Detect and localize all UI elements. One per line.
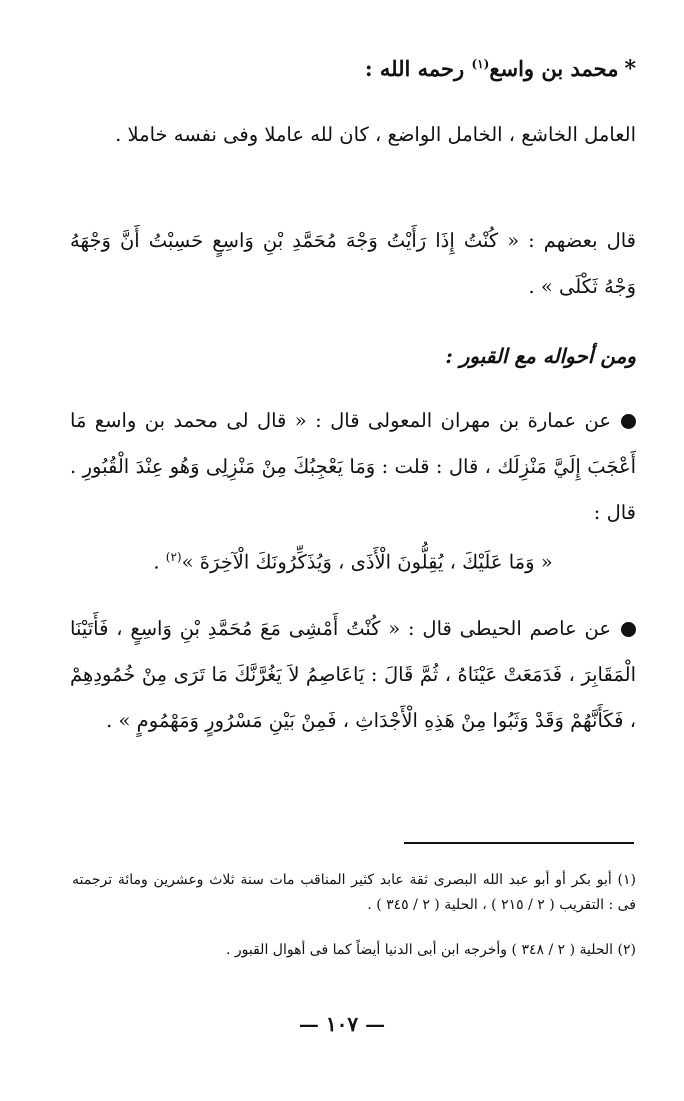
quote-paragraph: قال بعضهم : « كُنْتُ إِذَا رَأَيْتُ وَجْهَ مُحَمَّدِ بْنِ وَاسِعٍ حَسِبْتُ أَنَّ وَجْهَهُ وَجْهُ ثَكْلَى » . [70,229,636,298]
narration-item-2 [70,606,636,744]
saying-end: . [153,550,166,574]
footnote-ref-2[interactable]: (٢) [165,550,182,564]
intro-paragraph: العامل الخاشع ، الخامل الواضع ، كان لله عاملا وفى نفسه خاملا . [115,123,636,146]
footnote-2: (٢) الحلية ( ٢ / ٣٤٨ ) وأخرجه ابن أبى الدنيا أيضاً كما فى أهوال القبور . [225,942,636,958]
narration-text-2: عن عاصم الحيطى قال : « كُنْتُ أَمْشِى مَعَ مُحَمَّدِ بْنِ وَاسِعٍ ، فَأَتَيْنَا الْمَقَابِرَ ، فَدَمَعَتْ عَيْنَاهُ ، ثُمَّ قَالَ : يَاعَاصِمُ لاَ يَغُرَّنَّكَ مَا تَرَى مِنْ خُمُودِهِمْ ، فَكَأَنَّهُمْ وَقَدْ وَثَبُوا مِنْ هَذِهِ الْأَجْدَاثِ ، فَمِنْ بَيْنِ مَسْرُورٍ وَمَهْمُومٍ » . [70,617,636,732]
subheading: ومن أحواله مع القبور : [445,344,636,368]
heading-name: محمد بن واسع [489,56,619,81]
bullet-icon [621,414,636,429]
narration-item-1 [70,398,636,536]
footnote-ref-1[interactable]: (١) [471,57,490,71]
footnote-divider [404,842,634,844]
narration-text-1: عن عمارة بن مهران المعولى قال : « قال لى محمد بن واسع مَا أَعْجَبَ إِلَيَّ مَنْزِلَك ، قال : قلت : وَمَا يَعْجِبُكَ مِنْ مَنْزِلِى وَهُو عِنْدَ الْقُبُورِ . قال : [70,409,636,524]
page-number: — ١٠٧ — [298,1012,386,1036]
section-heading [70,56,636,82]
star-marker: * [624,56,636,82]
bullet-icon [621,622,636,637]
quoted-saying [70,550,636,574]
saying-text: « وَمَا عَلَيْكَ ، يُقِلُّونَ الْأَذَى ، وَيُذَكِّرُونَكَ الْآخِرَةَ » [181,550,553,574]
footnote-1: (١) أبو بكر أو أبو عبد الله البصرى ثقة عابد كثير المناقب مات سنة ثلاث وعشرين ومائة ترجمته فى : التقريب ( ٢ / ٢١٥ ) ، الحلية ( ٢ / ٣٤٥ ) . [72,872,636,913]
heading-rest: رحمه الله : [364,56,472,81]
